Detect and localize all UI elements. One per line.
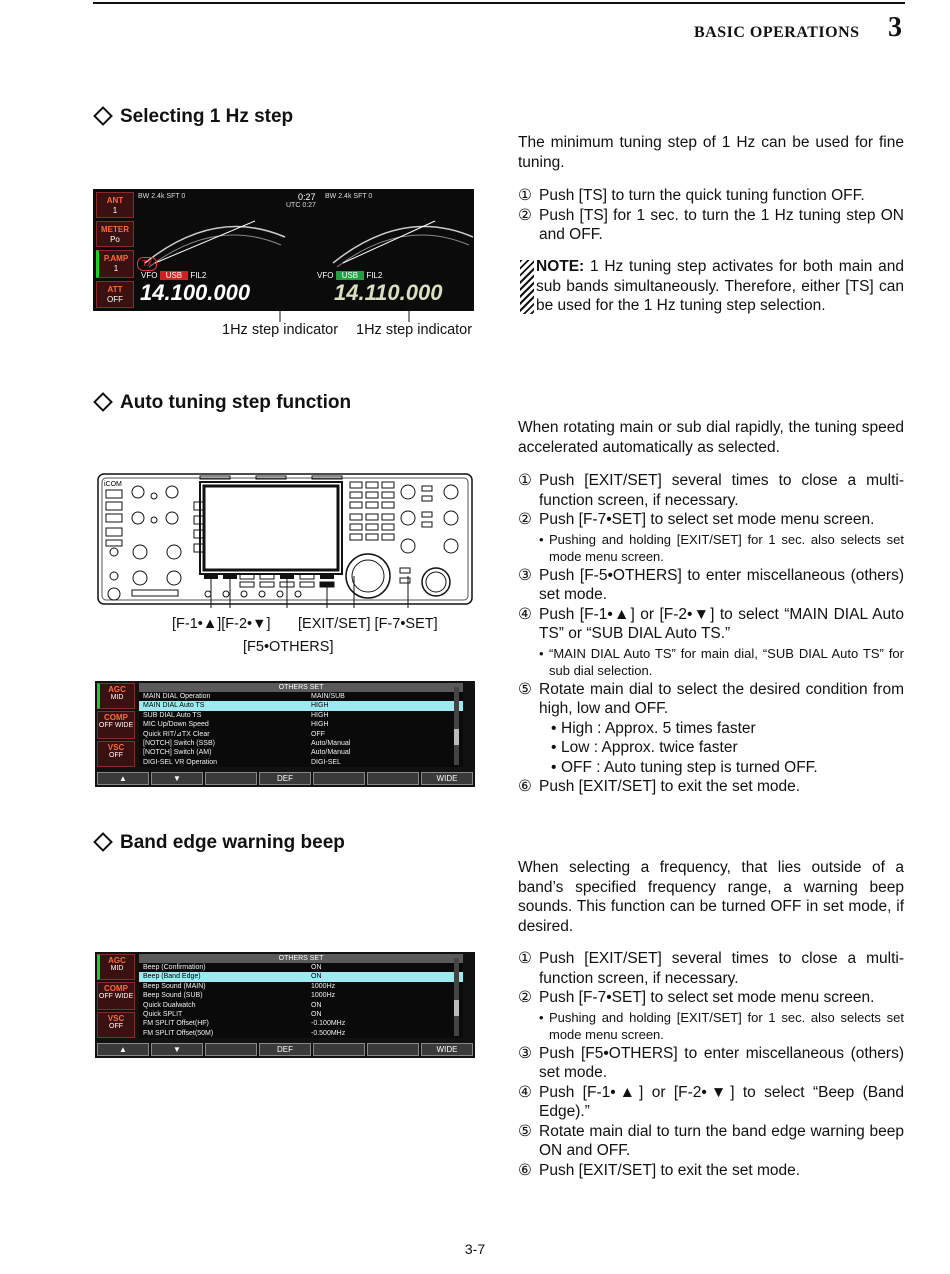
radio-display (93, 189, 474, 311)
f7-wide-key: WIDE (421, 772, 473, 785)
section3-steps (518, 949, 904, 1180)
header-rule (93, 2, 905, 4)
sub-frequency: 14.110.000 (334, 280, 443, 305)
tx-indicator: TX (137, 257, 157, 271)
menu-list (139, 954, 463, 1038)
note-text: 1 Hz tuning step activates for both main and sub bands simultaneously. Therefore, either [TS] can be used for the 1 Hz tuning step selection. (536, 258, 904, 314)
caption-exit-f7: [EXIT/SET] [F-7•SET] (298, 616, 438, 632)
att-key: ATT OFF (96, 281, 134, 308)
step-item: ③ Push [F5•OTHERS] to enter miscellaneous (others) set mode. (518, 1044, 904, 1081)
section-title-band-edge: Band edge warning beep (93, 832, 345, 854)
section2-steps (518, 471, 904, 797)
caption-f5: [F5•OTHERS] (243, 639, 334, 655)
main-frequency: 14.100.000 (140, 280, 251, 305)
diamond-icon (93, 832, 113, 852)
utc-clock: UTC 0:27 (286, 202, 316, 209)
menu-row: Quick SPLIT ON (143, 1010, 322, 1018)
step-item: ② Push [F-7•SET] to select set mode menu screen. • Pushing and holding [EXIT/SET] for 1 sec. also selects set mode menu screen. (518, 510, 904, 565)
section1-intro: The minimum tuning step of 1 Hz can be used for fine tuning. (518, 134, 904, 171)
f4-def-key: DEF (259, 1043, 311, 1056)
ant-key: ANT 1 (96, 192, 134, 218)
step-item: ① Push [EXIT/SET] several times to close a multi-function screen, if necessary. (518, 950, 904, 987)
function-keys (97, 772, 473, 785)
function-keys (97, 1043, 473, 1056)
section1-steps (518, 186, 904, 245)
scrollbar (454, 958, 459, 1036)
menu-row-selected: MAIN DIAL Auto TS HIGH (139, 701, 463, 710)
section-title-auto-ts: Auto tuning step function (93, 392, 351, 414)
menu-row: Quick RIT/⊿TX Clear OFF (143, 730, 325, 738)
chapter-title: BASIC OPERATIONS (694, 24, 860, 41)
menu-row: FM SPLIT Offset(HF) -0.100MHz (143, 1020, 346, 1028)
section-title-1hz: Selecting 1 Hz step (93, 106, 293, 128)
step-item: ② Push [F-7•SET] to select set mode menu screen. • Pushing and holding [EXIT/SET] for 1 sec. also selects set mode menu screen. (518, 988, 904, 1043)
menu-row: Quick Dualwatch ON (143, 1001, 322, 1009)
step-item: ⑤ Rotate main dial to turn the band edge warning beep ON and OFF. (518, 1122, 904, 1159)
f2-down-key: ▼ (151, 772, 203, 785)
f7-wide-key: WIDE (421, 1043, 473, 1056)
diamond-icon (93, 106, 113, 126)
menu-row-selected: Beep (Band Edge) ON (139, 972, 463, 981)
menu-row: Beep Sound (SUB) 1000Hz (143, 992, 336, 1000)
step-item: ① Push [EXIT/SET] several times to close a multi-function screen, if necessary. (518, 472, 904, 509)
menu-row: Beep (Confirmation) ON (143, 964, 322, 971)
section3-intro: When selecting a frequency, that lies outside of a band’s specified frequency range, a warning beep sounds. This function can be turned OFF in set mode, if desired. (518, 859, 904, 935)
step-item: ⑥ Push [EXIT/SET] to exit the set mode. (518, 1161, 801, 1179)
comp-key: COMP OFF WIDE (97, 982, 135, 1010)
vsc-key: VSC OFF (97, 1012, 135, 1038)
f2-down-key: ▼ (151, 1043, 203, 1056)
note-hatch-icon (520, 260, 534, 314)
f1-up-key: ▲ (97, 1043, 149, 1056)
step-item: ② Push [TS] for 1 sec. to turn the 1 Hz tuning step ON and OFF. (518, 206, 904, 243)
menu-title: OTHERS SET (139, 683, 463, 692)
menu-row: MIC Up/Down Speed HIGH (143, 721, 329, 729)
caption-f1-f2: [F-1•▲][F-2•▼] (172, 616, 271, 632)
step-item: ⑥ Push [EXIT/SET] to exit the set mode. (518, 778, 801, 795)
sub-bw-readout: BW 2.4k SFT 0 (325, 193, 373, 200)
f1-up-key: ▲ (97, 772, 149, 785)
f3-key (205, 1043, 257, 1056)
section2-intro: When rotating main or sub dial rapidly, the tuning speed accelerated automatically as selected. (518, 419, 904, 456)
menu-row: FM SPLIT Offset(50M) -0.500MHz (143, 1029, 346, 1037)
f6-key (367, 1043, 419, 1056)
page-number: 3-7 (464, 1241, 486, 1257)
menu-list (139, 683, 463, 767)
menu-row: DIGI-SEL VR Operation DIGI-SEL (143, 758, 341, 766)
scrollbar (454, 687, 459, 765)
step-item: ④ Push [F-1•▲] or [F-2•▼] to select “Beep (Band Edge).” (518, 1083, 904, 1120)
others-set-screen-beep (95, 952, 475, 1058)
option-list: • High : Approx. 5 times faster • Low : Approx. twice faster • OFF : Auto tuning step is turned OFF. (551, 719, 904, 778)
step-item: ④ Push [F-1•▲] or [F-2•▼] to select “MAIN DIAL Auto TS” or “SUB DIAL Auto TS.” • “MAIN DIAL Auto TS” for main dial, “SUB DIAL Auto TS” for sub dial selection. (518, 605, 904, 679)
menu-row: [NOTCH] Switch (AM) Auto/Manual (143, 749, 351, 757)
note-label: NOTE: (536, 258, 585, 275)
main-vfo-row: VFO USB FIL2 (141, 271, 207, 280)
menu-row: MAIN DIAL Operation MAIN/SUB (143, 693, 345, 700)
svg-text:iCOM: iCOM (104, 481, 122, 488)
step-item: ③ Push [F-5•OTHERS] to enter miscellaneous (others) set mode. (518, 566, 904, 603)
f5-key (313, 772, 365, 785)
pamp-key: P.AMP 1 (96, 250, 134, 278)
f4-def-key: DEF (259, 772, 311, 785)
sub-vfo-row: VFO USB FIL2 (317, 271, 383, 280)
step-item: ⑤ Rotate main dial to select the desired condition from high, low and OFF. • High : Approx. 5 times faster • Low : Approx. twice faster • OFF : Auto tuning step is turned OFF. (518, 680, 904, 778)
agc-key: AGC MID (97, 954, 135, 980)
front-panel-illustration (96, 472, 476, 608)
menu-row: [NOTCH] Switch (SSB) Auto/Manual (143, 739, 351, 747)
step-item: ① Push [TS] to turn the quick tuning function OFF. (518, 187, 865, 204)
others-set-screen-auto-ts (95, 681, 475, 787)
agc-key: AGC MID (97, 683, 135, 709)
f3-key (205, 772, 257, 785)
indicator-arrows (270, 302, 420, 324)
chapter-number: 3 (888, 12, 902, 43)
menu-row: Beep Sound (MAIN) 1000Hz (143, 982, 336, 990)
main-bw-readout: BW 2.4k SFT 0 (138, 193, 186, 200)
menu-title: OTHERS SET (139, 954, 463, 963)
menu-row: SUB DIAL Auto TS HIGH (143, 711, 329, 719)
s-meters (135, 207, 475, 271)
caption-1hz-right: 1Hz step indicator (356, 322, 473, 338)
comp-key: COMP OFF WIDE (97, 711, 135, 739)
note-box (518, 257, 904, 316)
diamond-icon (93, 392, 113, 412)
f6-key (367, 772, 419, 785)
caption-1hz-left: 1Hz step indicator (222, 322, 339, 338)
clock: 0:27 (298, 192, 316, 202)
meter-key: METER Po (96, 221, 134, 247)
f5-key (313, 1043, 365, 1056)
vsc-key: VSC OFF (97, 741, 135, 767)
